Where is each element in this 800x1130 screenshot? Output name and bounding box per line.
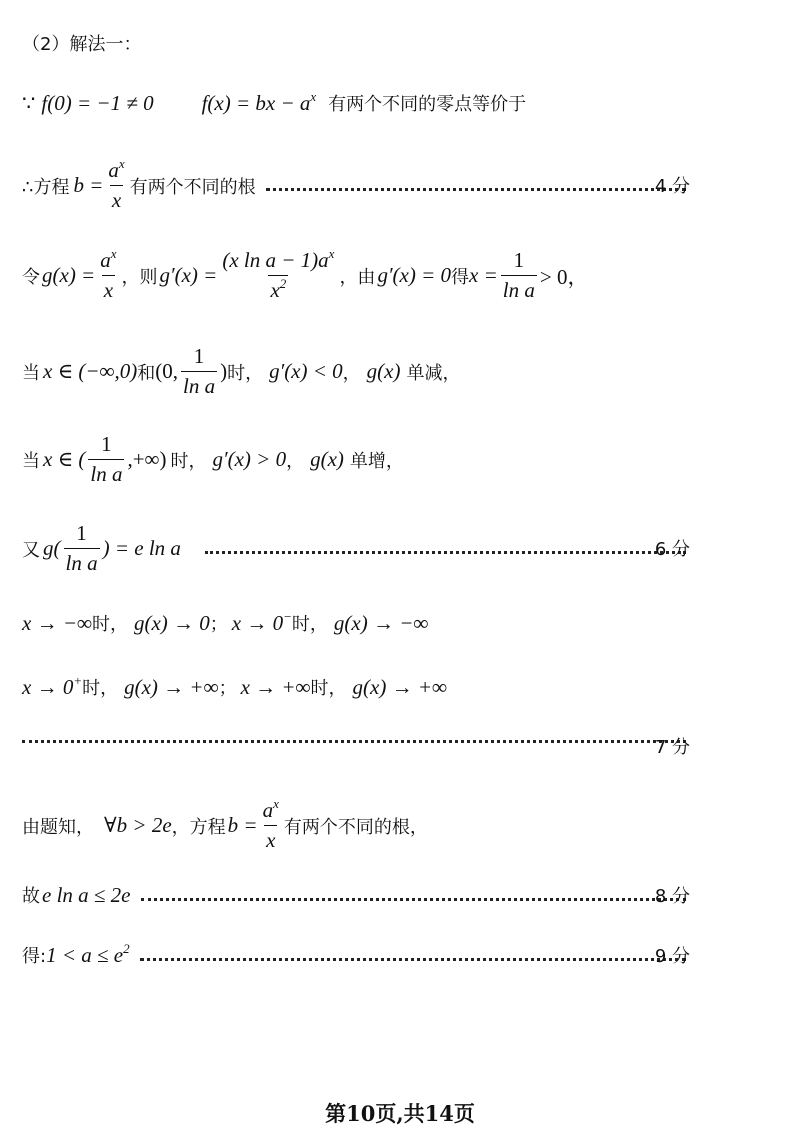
g-open: g( [43,536,61,560]
result-expr: $1 < a \le e^2$ [46,940,130,967]
line-score-7 [22,736,690,739]
score-7: 7 分 [654,737,690,758]
fraction-min-arg: $\frac{1}{\text{ln a}}$ [65,521,98,575]
comma: ， [342,362,361,384]
given-lead: 由题知， [22,816,94,838]
line-derivative [22,248,588,303]
score-4: 4 分 [654,176,690,197]
fraction-interval-end: $\frac{1}{\text{ln a}}$ [183,344,216,398]
dot-leader [22,740,686,743]
interval-open: (0, [155,359,178,383]
condition-f0: f(0) = −1 ≠ 0 [41,90,154,115]
fraction-g: $\frac{a^x}{x}$ [100,246,117,302]
interval-close: ) [220,359,228,383]
limit-d: g(x) → +∞ [352,674,447,699]
score-6: 6 分 [654,539,690,560]
part-heading [22,30,141,56]
also-lead: 又 [22,539,40,561]
when-lead: 当 [22,362,40,384]
line-given [22,798,428,853]
limit-a: x → 0+ [22,672,83,699]
comma: ， [286,450,305,472]
fraction-ax-over-x: $\frac{a^x}{x}$ [108,156,125,212]
limit-a: x → −∞ [22,610,92,635]
because-symbol: ∵ [22,90,36,115]
semicolon: ； [209,614,228,635]
gprime-negative: g′(x) < 0 [269,359,343,383]
limit-b: g(x) → 0 [133,610,210,635]
dot-leader [266,188,686,191]
line-equation [22,158,690,213]
interval-open: x ∈ ( [43,447,86,471]
x-lhs: x = [469,263,498,287]
min-value: ) = e ln a [102,536,181,560]
line-inequality [22,882,690,908]
let-lead: 令 [22,266,40,288]
g-func: g(x) [366,359,401,383]
g-def-lhs: g(x) = [42,263,96,287]
result-lead: 得: [22,946,47,967]
interval-close: ,+∞) [127,447,167,471]
line-decreasing [22,344,460,399]
positive-tail: > 0， [539,264,589,289]
when-text: 时， [291,614,328,635]
limit-b: g(x) → +∞ [124,674,219,699]
g-func: g(x) [310,447,344,471]
limit-d: g(x) → −∞ [333,610,429,635]
fraction-interval-start: $\frac{1}{\text{ln a}}$ [90,432,123,486]
score-8: 8 分 [654,886,690,907]
line-limits-2 [22,674,447,700]
when-text: 时， [91,614,128,635]
line-result [22,942,690,968]
equation-lhs: b = [227,813,258,837]
premise-text: 有两个不同的零点等价于 [328,94,527,115]
dot-leader [140,958,686,961]
semicolon: ； [218,678,237,699]
inequality-expr: e ln a ≤ 2e [42,882,131,907]
limit-c: x → +∞ [240,674,311,699]
given-text: 有两个不同的根， [283,816,428,838]
line-premise [22,90,526,116]
page-footer: 第10页,共14页 [325,1101,475,1126]
fraction-critical-point: $\frac{1}{\text{ln a}}$ [502,248,535,302]
when-text: 时， [227,362,264,384]
get-text: 得 [451,266,470,288]
interval-neg: x ∈ (−∞,0) [43,359,138,383]
decreasing-text: 单减， [406,362,461,384]
fraction-gprime: $\frac{(x \ln a - 1)a^x}{x^2}$ [222,246,335,302]
then-text: ，则 [121,266,158,288]
when-lead: 当 [22,450,40,472]
gprime-positive: g′(x) > 0 [212,447,287,471]
line-limits-1 [22,610,428,636]
forall-b: ∀b > 2e [104,813,172,837]
line-increasing [22,432,404,487]
therefore-lead: ∴方程 [22,176,70,198]
increasing-text: 单增， [349,450,404,472]
line-minimum [22,521,690,576]
score-9: 9 分 [654,946,690,967]
hence-lead: 故 [22,886,40,907]
equation-text: 有两个不同的根 [129,176,256,198]
dot-leader [141,898,686,901]
and-text: 和 [137,362,156,384]
dot-leader [205,551,686,554]
equation-lead: ，方程 [171,816,226,838]
by-text: ，由 [339,266,376,288]
function-def: f(x) = bx − $a^x$ [201,88,317,115]
fraction-ax-over-x: $\frac{a^x}{x}$ [262,796,279,852]
equation-lhs: b = [73,173,104,197]
gprime-zero: g′(x) = 0 [377,263,452,287]
limit-c: x → 0− [231,608,292,635]
when-text: 时， [82,678,119,699]
when-text: 时， [170,450,207,472]
gprime-lhs: g′(x) = [159,263,218,287]
when-text: 时， [310,678,347,699]
part-label: （2）解法一： [22,34,142,55]
